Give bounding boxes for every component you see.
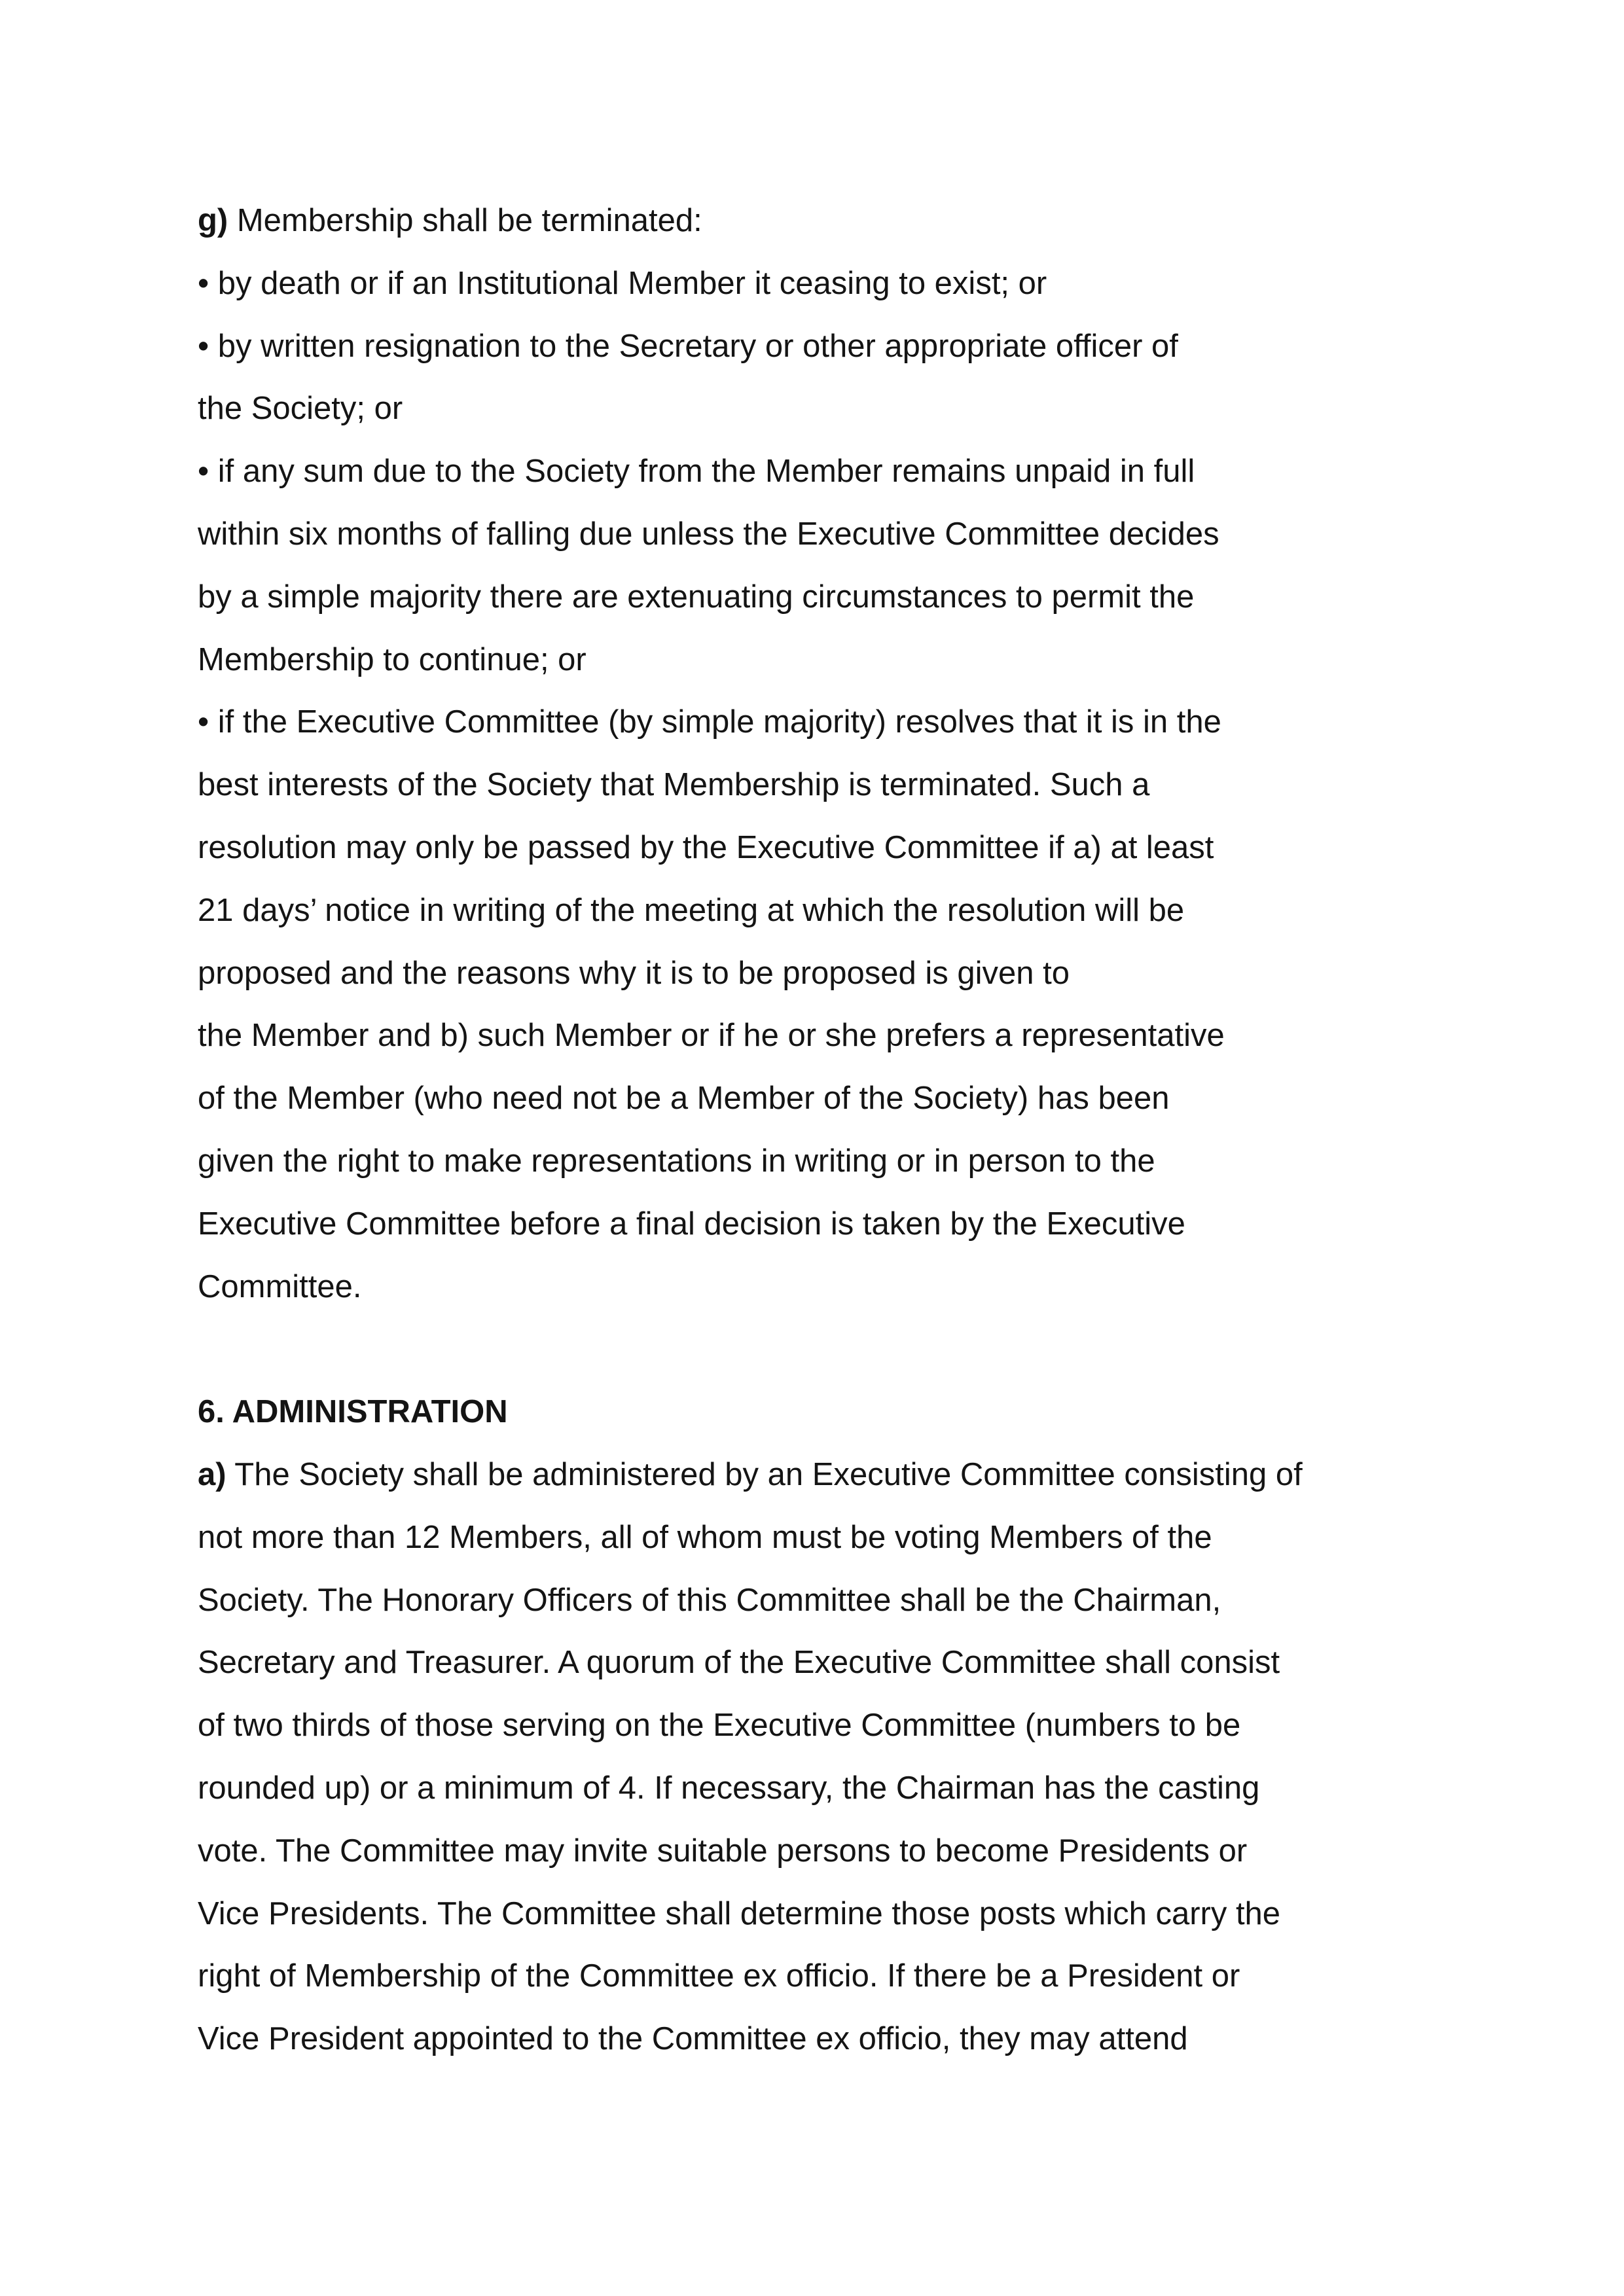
clause-g-line: • if the Executive Committee (by simple majority) resolves that it is in the [198, 704, 1221, 740]
clause-g-line: • by written resignation to the Secretary or other appropriate officer of [198, 328, 1178, 364]
clause-g-line: best interests of the Society that Membership is terminated. Such a [198, 767, 1150, 803]
clause-g-line: the Society; or [198, 391, 403, 427]
clause-g-line: • by death or if an Institutional Member it ceasing to exist; or [198, 265, 1047, 301]
clause-a-line: Secretary and Treasurer. A quorum of the Executive Committee shall consist [198, 1645, 1280, 1681]
section-spacer [198, 1318, 1441, 1381]
clause-g-line: 21 days’ notice in writing of the meeting at which the resolution will be [198, 892, 1185, 928]
clause-g-line: given the right to make representations in writing or in person to the [198, 1143, 1155, 1179]
clause-g-line: proposed and the reasons why it is to be proposed is given to [198, 955, 1070, 991]
clause-g-line: resolution may only be passed by the Executive Committee if a) at least [198, 829, 1214, 865]
document-page [198, 190, 1441, 2071]
clause-a-line: Society. The Honorary Officers of this Committee shall be the Chairman, [198, 1582, 1221, 1618]
section-heading: 6. ADMINISTRATION [198, 1394, 508, 1430]
clause-g-line [198, 190, 1441, 253]
clause-g-marker: g) [198, 203, 228, 238]
clause-g-line: • if any sum due to the Society from the Member remains unpaid in full [198, 454, 1195, 490]
clause-a-line: rounded up) or a minimum of 4. If necessary, the Chairman has the casting [198, 1770, 1260, 1806]
clause-a-line [198, 1444, 1441, 1507]
clause-a-line: Vice Presidents. The Committee shall determine those posts which carry the [198, 1895, 1281, 1931]
clause-a-line: right of Membership of the Committee ex officio. If there be a President or [198, 1958, 1240, 1994]
clause-a-text: The Society shall be administered by an Executive Committee consisting of [226, 1456, 1303, 1492]
clause-a-line: of two thirds of those serving on the Executive Committee (numbers to be [198, 1708, 1241, 1744]
clause-g-line: Executive Committee before a final decision is taken by the Executive [198, 1206, 1185, 1242]
clause-a-line: Vice President appointed to the Committee ex officio, they may attend [198, 2021, 1188, 2057]
clause-a-line: vote. The Committee may invite suitable persons to become Presidents or [198, 1833, 1248, 1869]
clause-a-marker: a) [198, 1456, 226, 1492]
clause-g-line: by a simple majority there are extenuating circumstances to permit the [198, 579, 1195, 615]
clause-g-line: within six months of falling due unless the Executive Committee decides [198, 516, 1219, 552]
clause-g-line: of the Member (who need not be a Member of the Society) has been [198, 1081, 1170, 1117]
clause-g-line: Committee. [198, 1268, 362, 1304]
clause-g-text: Membership shall be terminated: [228, 203, 702, 238]
clause-g-line: Membership to continue; or [198, 641, 586, 677]
clause-a-line: not more than 12 Members, all of whom must be voting Members of the [198, 1519, 1212, 1555]
clause-g-line: the Member and b) such Member or if he or she prefers a representative [198, 1018, 1225, 1054]
